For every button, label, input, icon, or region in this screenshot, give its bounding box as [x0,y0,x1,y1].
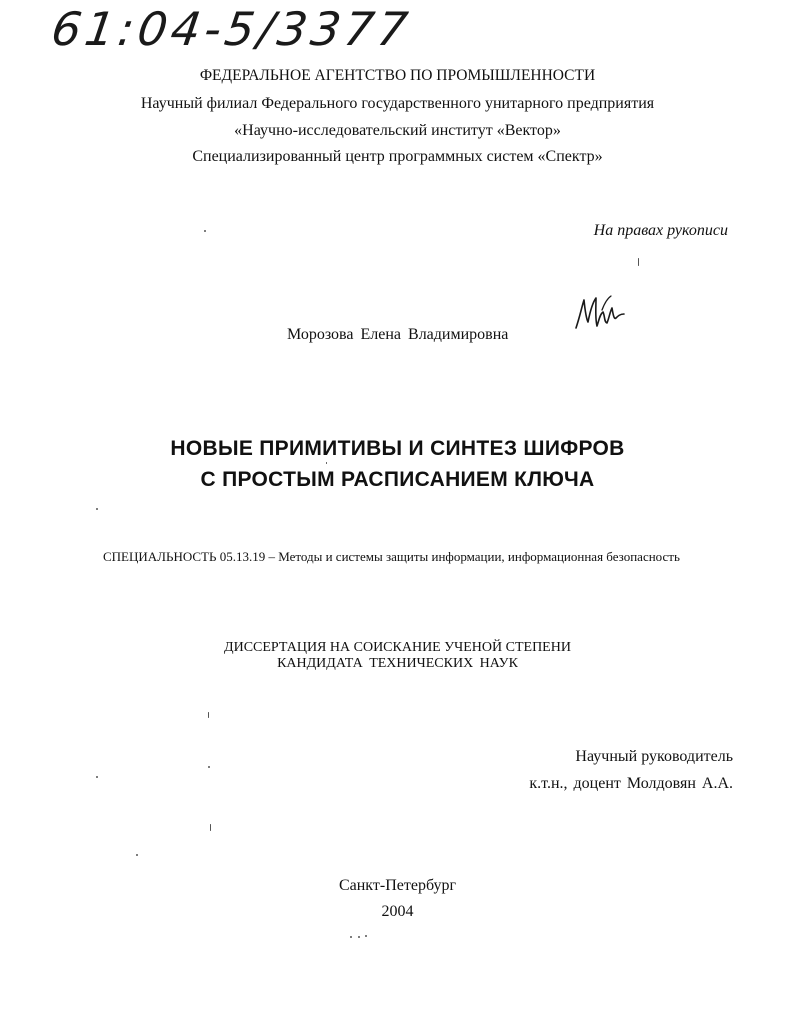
scan-speck [204,230,206,232]
center-name: Специализированный центр программных систем «Спектр» [192,148,603,165]
supervisor-name: к.т.н., доцент Молдовян А.А. [529,775,733,792]
thesis-title-line-2: С ПРОСТЫМ РАСПИСАНИЕМ КЛЮЧА [200,468,595,491]
scan-speck [326,462,327,464]
handwritten-archive-code: 61:04-5/3377 [48,2,415,56]
scan-speck [208,766,210,768]
degree-line-1: ДИССЕРТАЦИЯ НА СОИСКАНИЕ УЧЕНОЙ СТЕПЕНИ [224,640,571,655]
scan-speck [210,824,211,831]
branch-name: Научный филиал Федерального государственного унитарного предприятия [140,95,655,112]
year: 2004 [381,903,414,920]
scan-speck [136,854,138,856]
specialty-line: СПЕЦИАЛЬНОСТЬ 05.13.19 – Методы и системы защиты информации, информационная безопасность [103,549,680,564]
scan-speck [96,508,98,510]
degree-line-2: КАНДИДАТА ТЕХНИЧЕСКИХ НАУК [277,656,518,671]
city: Санкт-Петербург [338,877,457,894]
supervisor-label: Научный руководитель [575,748,733,765]
author-signature [572,292,628,336]
author-name: Морозова Елена Владимировна [287,326,509,343]
scan-speck [638,258,639,266]
manuscript-rights-note: На правах рукописи [593,222,728,239]
scan-speck [208,712,209,718]
scan-speck [96,776,98,778]
institute-name: «Научно-исследовательский институт «Вектор» [234,122,561,139]
scan-speck [365,935,367,937]
agency-name: ФЕДЕРАЛЬНОЕ АГЕНТСТВО ПО ПРОМЫШЛЕННОСТИ [199,67,596,84]
scan-speck [358,936,360,938]
scan-speck [350,936,352,938]
thesis-title-line-1: НОВЫЕ ПРИМИТИВЫ И СИНТЕЗ ШИФРОВ [170,437,625,460]
